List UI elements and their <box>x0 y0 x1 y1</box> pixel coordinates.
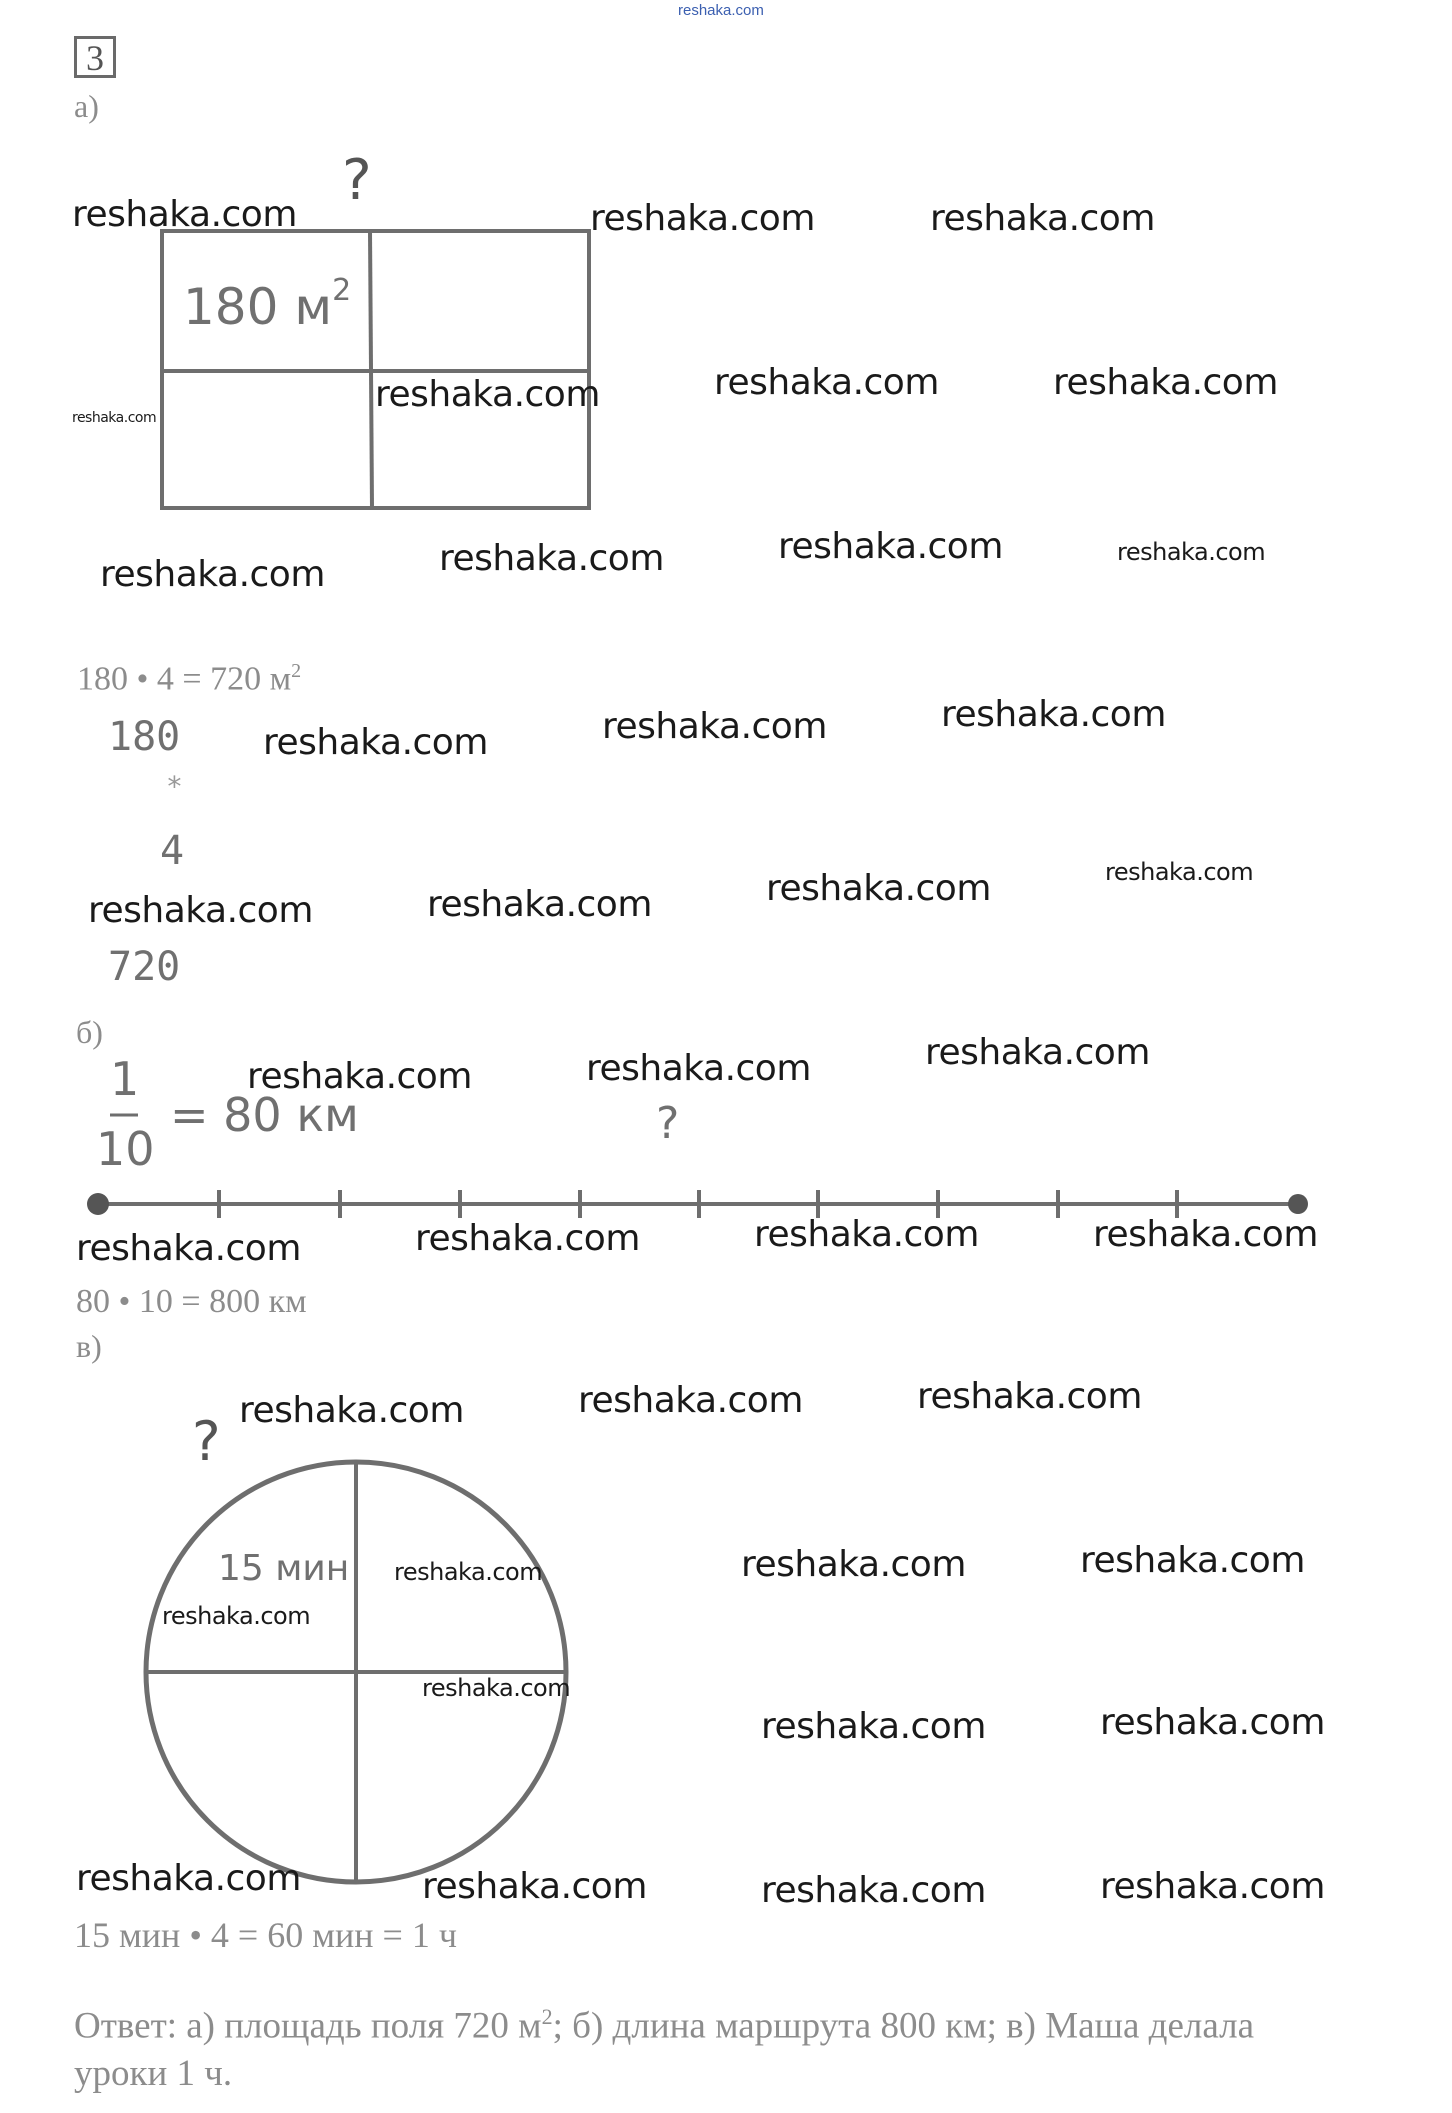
watermark: reshaka.com <box>761 1706 986 1747</box>
watermark: reshaka.com <box>375 374 600 415</box>
watermark: reshaka.com <box>930 198 1155 239</box>
part-a-equation-sup: 2 <box>291 660 302 682</box>
watermark: reshaka.com <box>76 1858 301 1899</box>
watermark: reshaka.com <box>263 722 488 763</box>
area-label-sup: 2 <box>332 273 352 309</box>
watermark: reshaka.com <box>1093 1214 1318 1255</box>
watermark: reshaka.com <box>422 1674 571 1702</box>
watermark: reshaka.com <box>72 194 297 235</box>
watermark: reshaka.com <box>239 1390 464 1431</box>
watermark: reshaka.com <box>1080 1540 1305 1581</box>
route-start-dot <box>87 1193 109 1215</box>
part-b-label: б) <box>76 1014 103 1050</box>
watermark: reshaka.com <box>586 1048 811 1089</box>
watermark: reshaka.com <box>415 1218 640 1259</box>
answer-line-1: Ответ: а) площадь поля 720 $м^2$; б) длина маршрута 800 км; в) Маша делала <box>74 2004 1255 2047</box>
fraction-numerator: 1 <box>110 1052 140 1106</box>
field-rectangle-diagram <box>162 231 589 508</box>
watermark: reshaka.com <box>72 410 157 426</box>
watermark: reshaka.com <box>761 1870 986 1911</box>
fraction-value: = 80 км <box>170 1088 359 1142</box>
part-a-label: а) <box>74 88 99 124</box>
watermark: reshaka.com <box>602 706 827 747</box>
watermark: reshaka.com <box>162 1602 311 1630</box>
part-c-question-mark: ? <box>192 1410 221 1473</box>
part-a-question-mark: ? <box>342 148 372 213</box>
watermark: reshaka.com <box>590 198 815 239</box>
watermark: reshaka.com <box>1053 362 1278 403</box>
watermark: reshaka.com <box>247 1056 472 1097</box>
watermark: reshaka.com <box>1100 1866 1325 1907</box>
part-c-equation: 15 мин • 4 = 60 мин = 1 ч <box>74 1915 457 1955</box>
part-b-question-mark: ? <box>656 1098 680 1149</box>
sector-label: 15 мин <box>218 1548 350 1589</box>
time-circle-diagram <box>146 1462 566 1882</box>
watermark: reshaka.com <box>1100 1702 1325 1743</box>
answer-sup: 2 <box>541 2004 553 2029</box>
watermark: reshaka.com <box>714 362 939 403</box>
watermark: reshaka.com <box>754 1214 979 1255</box>
watermark: reshaka.com <box>100 554 325 595</box>
watermark: reshaka.com <box>439 538 664 579</box>
watermark: reshaka.com <box>766 868 991 909</box>
part-b-equation: 80 • 10 = 800 км <box>76 1283 307 1320</box>
watermark: reshaka.com <box>1117 538 1266 566</box>
area-label: 180 $м^2$ <box>183 273 352 336</box>
watermark: reshaka.com <box>1105 858 1254 886</box>
watermark: reshaka.com <box>917 1376 1142 1417</box>
watermark: reshaka.com <box>741 1544 966 1585</box>
column-multiplier: 4 <box>160 828 185 874</box>
column-result: 720 <box>108 944 181 990</box>
watermark: reshaka.com <box>941 694 1166 735</box>
part-c-label: в) <box>76 1328 102 1364</box>
watermark: reshaka.com <box>925 1032 1150 1073</box>
column-operator: * <box>166 770 183 803</box>
watermark: reshaka.com <box>778 526 1003 567</box>
watermark: reshaka.com <box>394 1558 543 1586</box>
column-top: 180 <box>108 714 181 760</box>
task-number-box: 3 <box>74 36 116 78</box>
watermark: reshaka.com <box>578 1380 803 1421</box>
watermark: reshaka.com <box>427 884 652 925</box>
fraction-denominator: 10 <box>96 1122 155 1176</box>
watermark: reshaka.com <box>422 1866 647 1907</box>
site-link[interactable]: reshaka.com <box>678 2 764 19</box>
route-end-dot <box>1288 1194 1308 1214</box>
watermark: reshaka.com <box>88 890 313 931</box>
watermark: reshaka.com <box>76 1228 301 1269</box>
answer-line-2: уроки 1 ч. <box>74 2053 233 2094</box>
part-a-equation: 180 • 4 = 720 $м^2$ <box>77 660 302 698</box>
